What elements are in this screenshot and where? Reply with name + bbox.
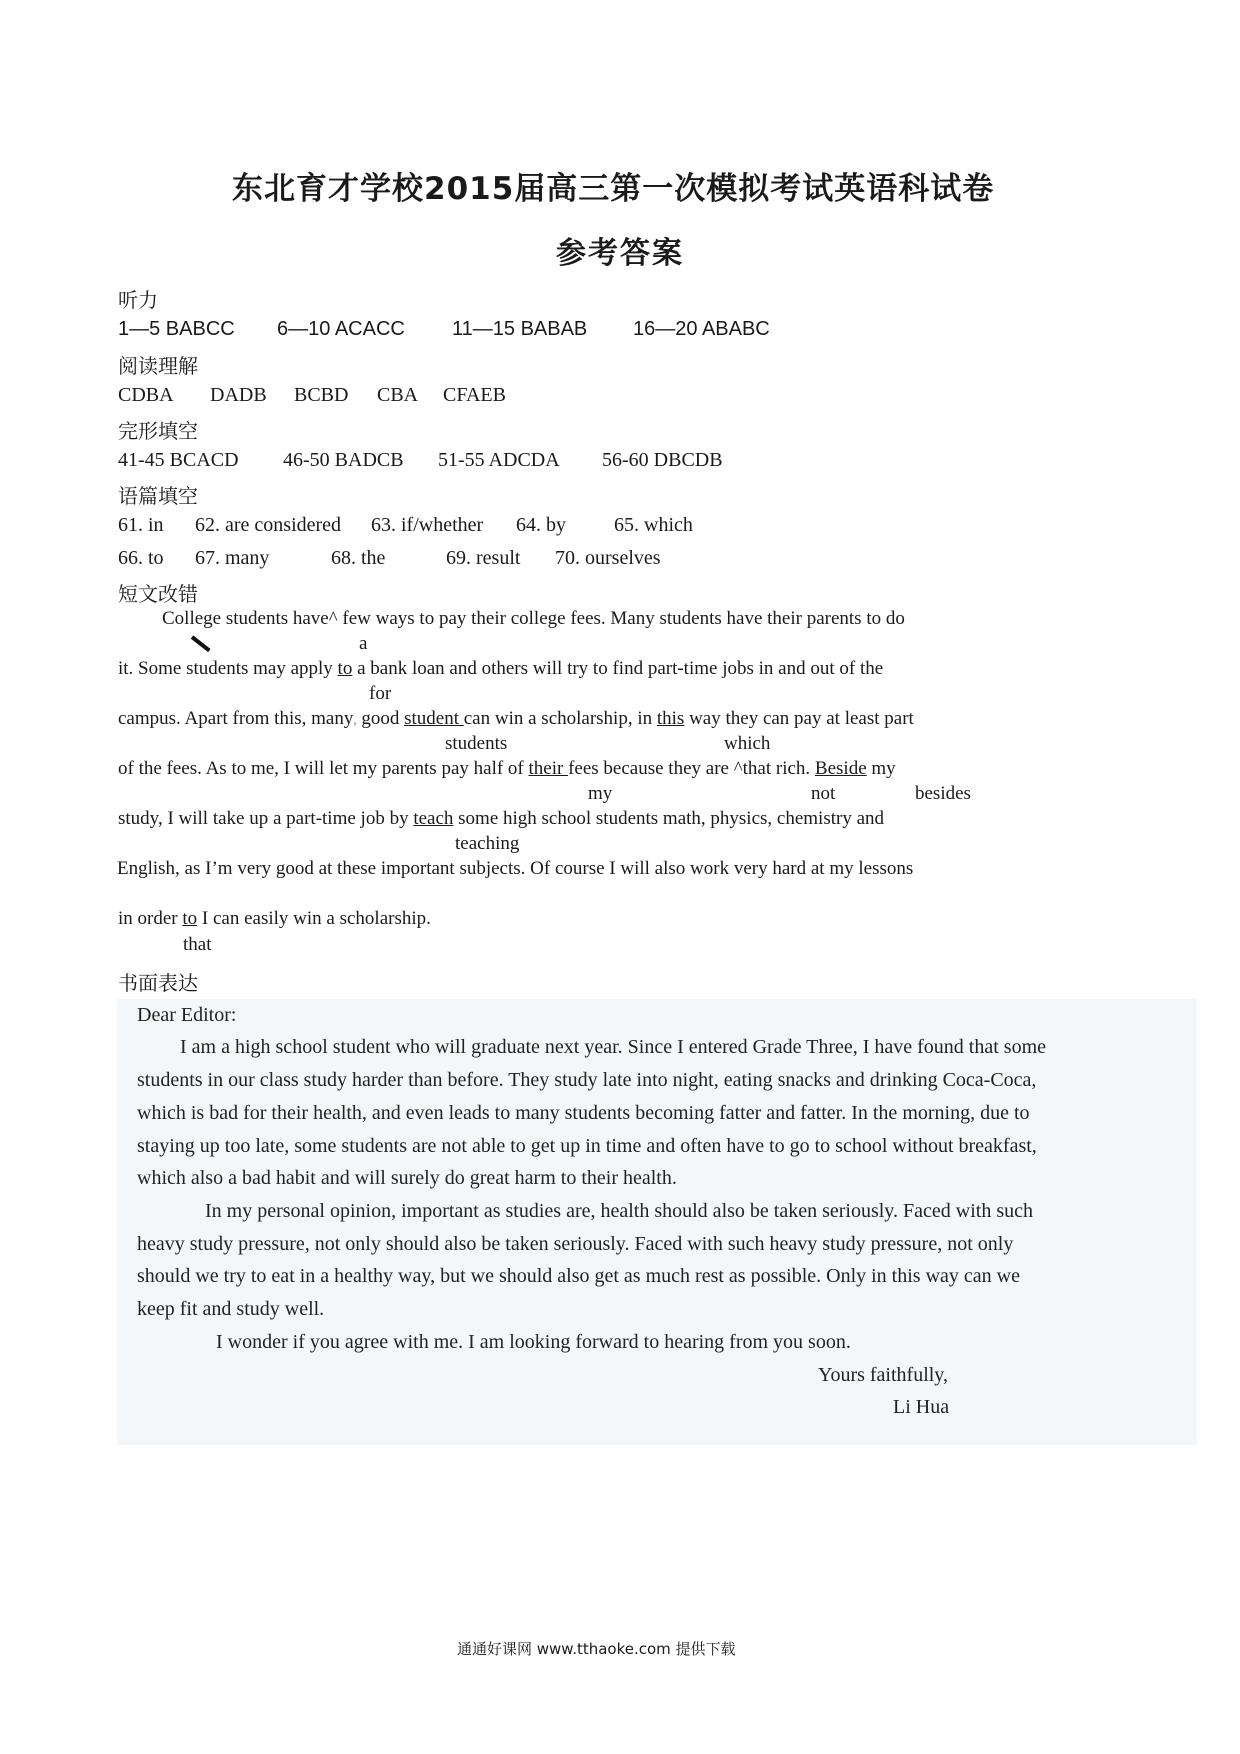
grammar-answer-63: 63. if/whether <box>371 514 484 536</box>
section-heading-writing: 书面表达 <box>118 971 198 995</box>
reading-answers-3: BCBD <box>294 384 349 406</box>
cloze-answers-2: 46-50 BADCB <box>283 449 404 471</box>
grammar-answer-64: 64. by <box>516 514 566 536</box>
reading-answers-5: CFAEB <box>443 384 506 406</box>
listening-answers-3: 11—15 BABAB <box>452 318 588 340</box>
grammar-answer-70: 70. ourselves <box>555 547 661 569</box>
grammar-answer-62: 62. are considered <box>195 514 342 536</box>
listening-answers-1: 1—5 BABCC <box>118 318 235 340</box>
correction-teaching: teaching <box>455 833 520 854</box>
grammar-answer-66: 66. to <box>118 547 164 569</box>
letter-salutation: Dear Editor: <box>137 1004 237 1026</box>
correction-line-4: of the fees. As to me, I will let my parents pay half of their fees because they are ^that rich. Beside my <box>118 758 896 779</box>
correction-besides: besides <box>915 783 971 804</box>
correction-line-3: campus. Apart from this, many, good student can win a scholarship, in this way they can pay at least part <box>118 708 914 729</box>
correction-line-1: College students have^ few ways to pay their college fees. Many students have their parents to do <box>162 608 905 629</box>
error-mark-this: this <box>656 708 685 729</box>
grammar-answer-61: 61. in <box>118 514 164 536</box>
correction-students: students <box>445 733 508 754</box>
cloze-answers-1: 41-45 BCACD <box>118 449 239 471</box>
listening-answers-2: 6—10 ACACC <box>277 318 405 340</box>
page-title: 东北育才学校2015届高三第一次模拟考试英语科试卷 <box>232 171 995 207</box>
listening-answers-4: 16—20 ABABC <box>633 318 770 340</box>
grammar-answer-69: 69. result <box>446 547 521 569</box>
letter-p1-line-1: I am a high school student who will graduate next year. Since I entered Grade Three, I have found that some <box>180 1036 1047 1058</box>
reading-answers-1: CDBA <box>118 384 174 406</box>
correction-line-5: study, I will take up a part-time job by teach some high school students math, physics, chemistry and <box>118 808 885 829</box>
letter-closing: Yours faithfully, <box>818 1364 949 1386</box>
correction-which: which <box>724 733 771 754</box>
section-heading-error-correction: 短文改错 <box>118 582 198 606</box>
section-heading-reading: 阅读理解 <box>118 354 198 378</box>
correction-my: my <box>588 783 613 804</box>
letter-p2-line-3: should we try to eat in a healthy way, but we should also get as much rest as possible. Only in this way can we <box>137 1265 1020 1287</box>
correction-for: for <box>369 683 392 704</box>
correction-line-7: in order to I can easily win a scholarship. <box>118 908 431 929</box>
letter-p2-line-1: In my personal opinion, important as studies are, health should also be taken seriously. Faced with such <box>205 1200 1033 1222</box>
letter-signature: Li Hua <box>893 1396 950 1418</box>
correction-line-6: English, as I’m very good at these important subjects. Of course I will also work very hard at my lessons <box>117 858 914 879</box>
correction-that: that <box>183 934 212 955</box>
letter-p1-line-4: staying up too late, some students are not able to get up in time and often have to go to school without breakfast, <box>137 1135 1037 1157</box>
reading-answers-2: DADB <box>210 384 267 406</box>
deletion-mark <box>191 635 211 652</box>
letter-p2-line-4: keep fit and study well. <box>137 1298 325 1320</box>
section-heading-cloze: 完形填空 <box>118 419 198 443</box>
error-mark-to: to <box>337 658 353 679</box>
section-heading-listening: 听力 <box>118 288 158 312</box>
cloze-answers-3: 51-55 ADCDA <box>438 449 560 471</box>
error-mark-to-2: to <box>182 908 198 929</box>
correction-line-2: it. Some students may apply to a bank loan and others will try to find part-time jobs in and out of the <box>118 658 884 679</box>
correction-not: not <box>811 783 836 804</box>
cloze-answers-4: 56-60 DBCDB <box>602 449 723 471</box>
correction-a: a <box>359 633 368 654</box>
section-heading-grammar-fill: 语篇填空 <box>118 484 198 508</box>
footer-source: 通通好课网 www.tthaoke.com 提供下载 <box>457 1640 736 1658</box>
letter-p1-line-2: students in our class study harder than before. They study late into night, eating snacks and drinking Coca-Coca, <box>137 1069 1037 1091</box>
letter-p2-line-2: heavy study pressure, not only should also be taken seriously. Faced with such heavy study pressure, not only <box>137 1233 1014 1255</box>
error-mark-their: their <box>528 758 569 779</box>
page-subtitle: 参考答案 <box>556 236 684 271</box>
reading-answers-4: CBA <box>377 384 419 406</box>
letter-p1-line-3: which is bad for their health, and even leads to many students becoming fatter and fatter. In the morning, due to <box>137 1102 1030 1124</box>
grammar-answer-67: 67. many <box>195 547 270 569</box>
grammar-answer-68: 68. the <box>331 547 386 569</box>
letter-p1-line-5: which also a bad habit and will surely do great harm to their health. <box>137 1167 677 1189</box>
error-mark-student: student <box>404 708 464 729</box>
grammar-answer-65: 65. which <box>614 514 693 536</box>
error-mark-teach: teach <box>413 808 454 829</box>
letter-p3: I wonder if you agree with me. I am looking forward to hearing from you soon. <box>216 1331 851 1353</box>
error-mark-beside: Beside <box>814 758 867 779</box>
